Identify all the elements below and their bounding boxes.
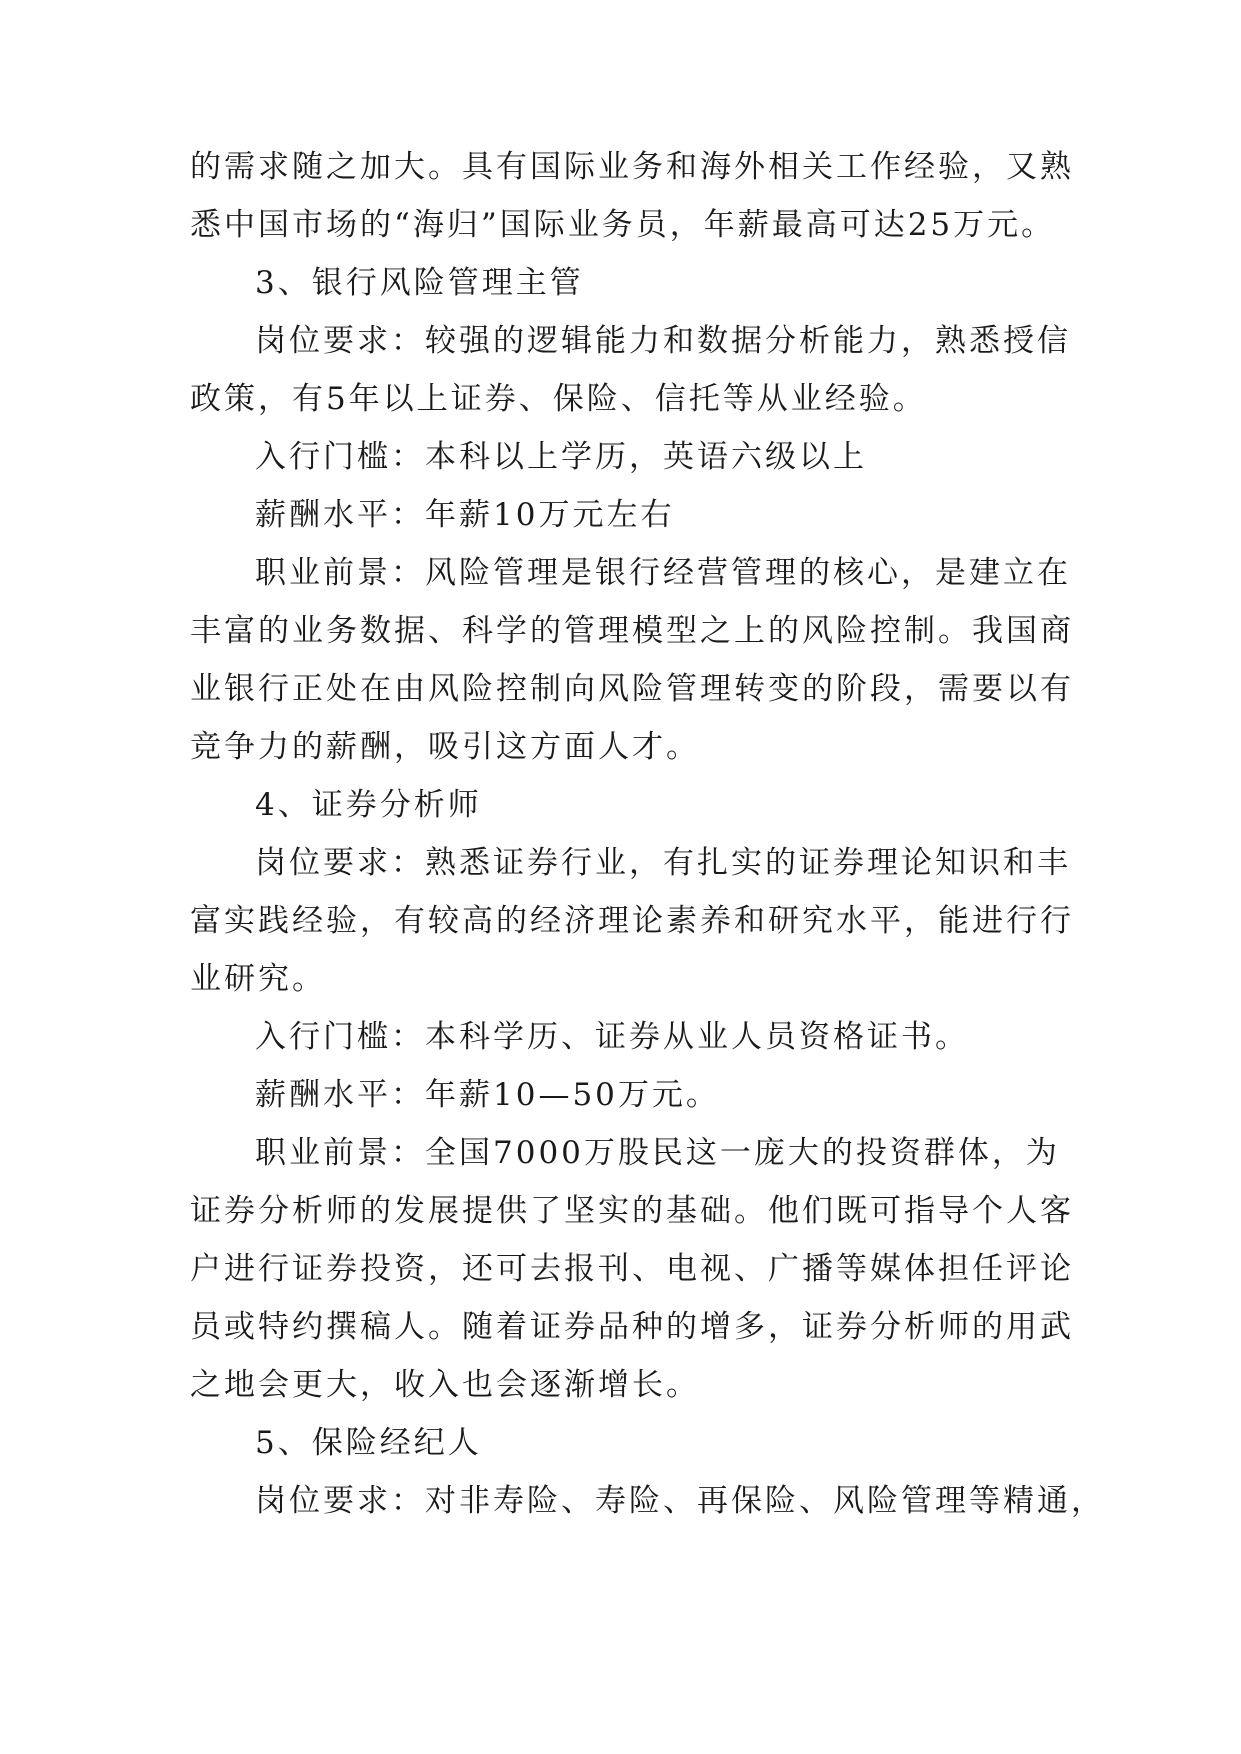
text-line: 户进行证券投资，还可去报刊、电视、广播等媒体担任评论: [190, 1251, 1074, 1287]
text-line: 岗位要求：熟悉证券行业，有扎实的证券理论知识和丰: [255, 845, 1071, 881]
text-line: 薪酬水平：年薪10—50万元。: [255, 1077, 720, 1113]
text-line: 富实践经验，有较高的经济理论素养和研究水平，能进行行: [190, 903, 1074, 939]
text-line: 之地会更大，收入也会逐渐增长。: [190, 1367, 700, 1403]
text-line: 职业前景：全国7000万股民这一庞大的投资群体，为: [255, 1135, 1060, 1171]
text-line: 悉中国市场的“海归”国际业务员，年薪最高可达25万元。: [190, 207, 1056, 243]
section-heading: 3、银行风险管理主管: [255, 265, 584, 301]
text-line: 岗位要求：对非寿险、寿险、再保险、风险管理等精通，: [255, 1483, 1105, 1519]
text-line: 薪酬水平：年薪10万元左右: [255, 497, 675, 533]
text-line: 员或特约撰稿人。随着证券品种的增多，证券分析师的用武: [190, 1309, 1074, 1345]
text-line: 业研究。: [190, 961, 326, 997]
text-line: 入行门槛：本科学历、证券从业人员资格证书。: [255, 1019, 969, 1055]
text-line: 入行门槛：本科以上学历，英语六级以上: [255, 439, 867, 475]
section-heading: 4、证券分析师: [255, 787, 482, 823]
text-line: 证券分析师的发展提供了坚实的基础。他们既可指导个人客: [190, 1193, 1074, 1229]
text-line: 政策，有5年以上证券、保险、信托等从业经验。: [190, 381, 927, 417]
text-line: 业银行正处在由风险控制向风险管理转变的阶段，需要以有: [190, 671, 1074, 707]
text-line: 的需求随之加大。具有国际业务和海外相关工作经验，又熟: [190, 149, 1074, 185]
text-line: 岗位要求：较强的逻辑能力和数据分析能力，熟悉授信: [255, 323, 1071, 359]
text-line: 竞争力的薪酬，吸引这方面人才。: [190, 729, 700, 765]
text-line: 职业前景：风险管理是银行经营管理的核心，是建立在: [255, 555, 1071, 591]
text-line: 丰富的业务数据、科学的管理模型之上的风险控制。我国商: [190, 613, 1074, 649]
section-heading: 5、保险经纪人: [255, 1425, 482, 1461]
